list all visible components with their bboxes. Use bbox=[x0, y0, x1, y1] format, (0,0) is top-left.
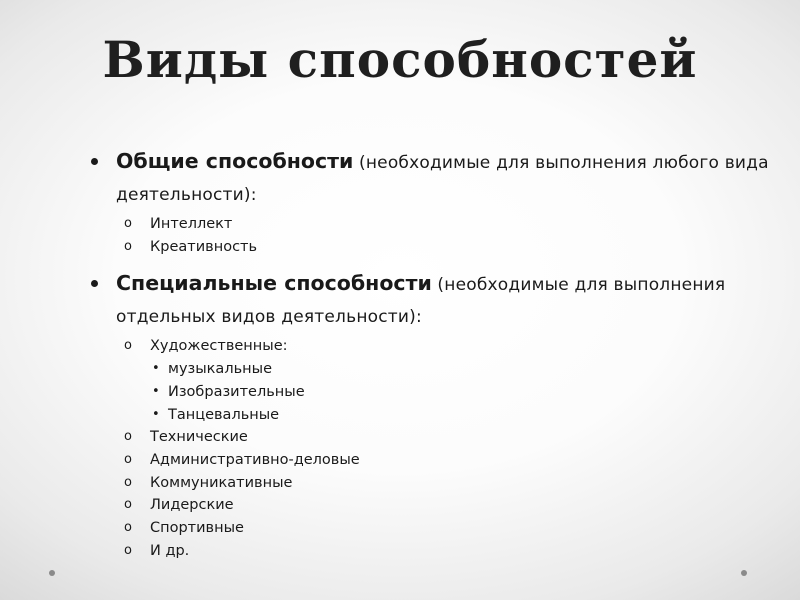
list-item: o И др. bbox=[88, 540, 778, 563]
slide-content bbox=[88, 146, 778, 562]
next-slide-dot[interactable] bbox=[741, 570, 747, 576]
list-item: o Коммуникативные bbox=[88, 472, 778, 495]
bullet-special-abilities bbox=[88, 268, 778, 332]
list-item: o Технические bbox=[88, 426, 778, 449]
list-item-artistic: o Художественные: bbox=[88, 335, 778, 358]
list-subitem: • музыкальные bbox=[88, 358, 778, 381]
special-abilities-heading: Специальные способности bbox=[116, 271, 432, 296]
list-item: o Креативность bbox=[88, 236, 778, 259]
list-subitem: • Танцевальные bbox=[88, 404, 778, 427]
general-abilities-note: (необходимые для выполнения любого вида деятельности): bbox=[116, 153, 769, 205]
previous-slide-dot[interactable] bbox=[49, 570, 55, 576]
list-item: o Спортивные bbox=[88, 517, 778, 540]
special-abilities-note: (необходимые для выполнения отдельных видов деятельности): bbox=[116, 275, 726, 328]
special-abilities-list bbox=[88, 335, 778, 562]
slide-title: Виды способностей bbox=[102, 30, 698, 89]
general-abilities-heading: Общие способности bbox=[116, 149, 354, 173]
list-subitem: • Изобразительные bbox=[88, 381, 778, 404]
general-abilities-list bbox=[88, 213, 778, 258]
list-item: o Лидерские bbox=[88, 494, 778, 517]
bullet-general-abilities bbox=[88, 146, 778, 210]
list-item: o Интеллект bbox=[88, 213, 778, 236]
list-item: o Административно-деловые bbox=[88, 449, 778, 472]
